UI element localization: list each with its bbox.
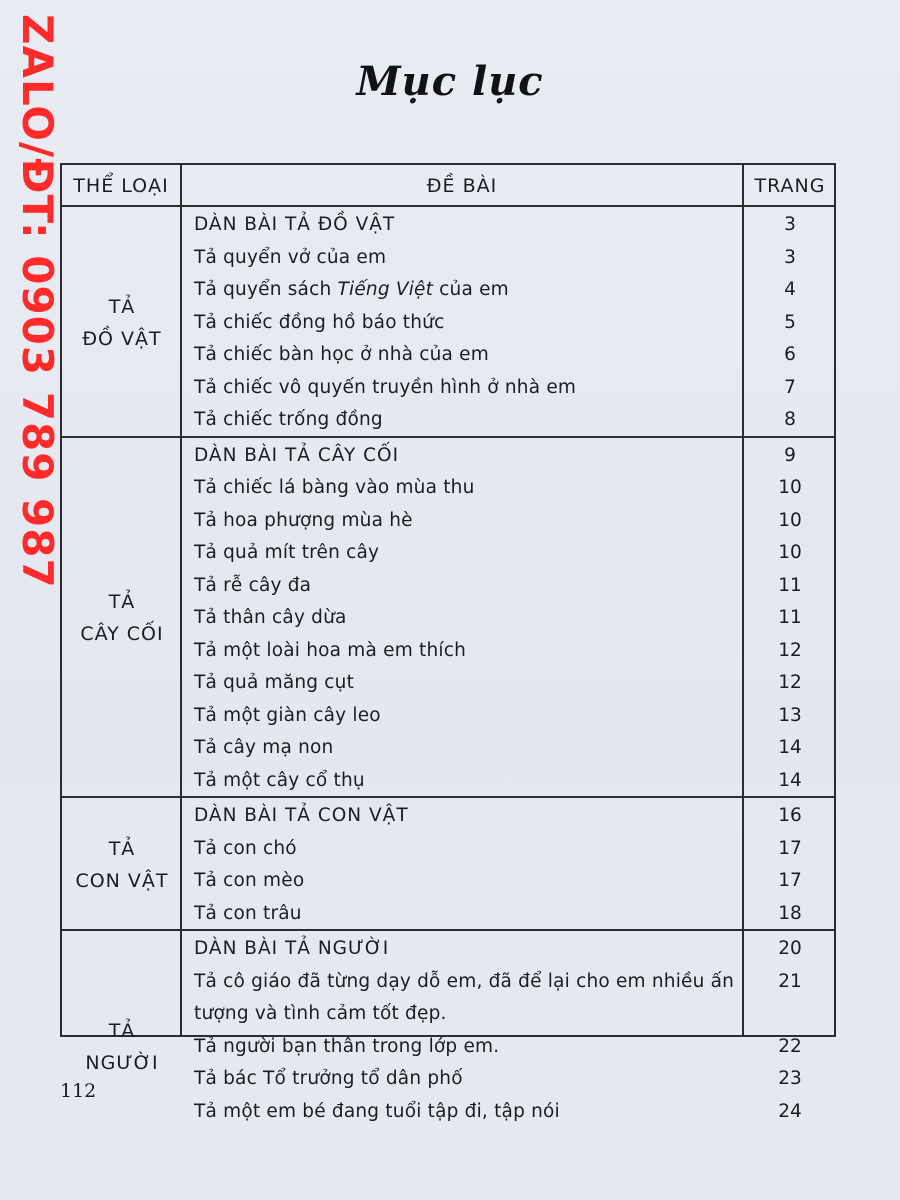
page-ref: 12 <box>778 639 802 661</box>
topic-title: tượng và tình cảm tốt đẹp. <box>194 1003 447 1024</box>
header-category: THỂ LOẠI <box>73 175 169 197</box>
toc-row[interactable] <box>62 800 834 832</box>
page-ref: 24 <box>778 1100 802 1122</box>
header-topic: ĐỀ BÀI <box>426 175 498 197</box>
topic-title: Tả chiếc lá bàng vào mùa thu <box>194 477 475 498</box>
topic-title: Tả một loài hoa mà em thích <box>194 639 467 661</box>
toc-row[interactable] <box>62 700 834 732</box>
page-ref: 14 <box>778 769 802 791</box>
page-ref: 5 <box>784 311 796 333</box>
topic-title: Tả thân cây dừa <box>194 607 347 628</box>
category-label-line: TẢ <box>108 295 136 318</box>
category-label-line: CON VẬT <box>75 870 169 892</box>
page-ref: 17 <box>778 837 802 859</box>
topic-title: Tả con chó <box>194 837 297 859</box>
topic-title: Tả con mèo <box>194 870 305 891</box>
page-ref: 8 <box>784 409 796 430</box>
page-ref: 6 <box>784 344 796 365</box>
category-label-line: TẢ <box>108 838 136 860</box>
topic-title: Tả bác Tổ trưởng tổ dân phố <box>194 1068 463 1089</box>
toc-row[interactable] <box>62 440 834 472</box>
page-ref: 3 <box>784 214 796 235</box>
toc-row[interactable] <box>62 1096 834 1128</box>
section-divider <box>62 929 834 931</box>
category-label-line: CÂY CỐI <box>80 623 164 646</box>
page-ref: 4 <box>784 279 796 300</box>
category-label <box>62 833 182 897</box>
page-ref: 12 <box>778 672 802 693</box>
page-ref: 18 <box>778 902 802 924</box>
page-ref: 10 <box>778 477 802 498</box>
topic-title: Tả con trâu <box>194 902 302 924</box>
page-number: 112 <box>60 1080 97 1102</box>
topic-title: Tả chiếc đồng hồ báo thức <box>194 311 445 333</box>
topic-title: Tả cây mạ non <box>194 737 334 758</box>
page-ref: 7 <box>784 376 796 398</box>
topic-title: Tả một giàn cây leo <box>194 704 381 726</box>
page-ref: 9 <box>784 444 796 466</box>
section-outline-heading: DÀN BÀI TẢ CÂY CỐI <box>194 444 400 466</box>
toc-row[interactable] <box>62 966 834 998</box>
toc-row[interactable] <box>62 209 834 241</box>
page-ref: 20 <box>778 938 802 959</box>
page-title: Mục lục <box>356 58 544 105</box>
category-label-line: ĐỒ VẬT <box>82 327 162 350</box>
page-ref: 10 <box>778 542 802 563</box>
category-label-line: NGƯỜI <box>85 1051 159 1074</box>
toc-row[interactable] <box>62 505 834 537</box>
category-label-line: TẢ <box>108 1019 136 1042</box>
topic-title: Tả hoa phượng mùa hè <box>194 509 413 531</box>
section-outline-heading: DÀN BÀI TẢ NGƯỜI <box>194 938 390 959</box>
topic-title: Tả một em bé đang tuổi tập đi, tập nói <box>194 1100 560 1122</box>
section-divider <box>62 436 834 438</box>
section-divider <box>62 796 834 798</box>
page-ref: 10 <box>778 509 802 531</box>
page-ref: 11 <box>778 574 802 596</box>
toc-row[interactable] <box>62 404 834 436</box>
page-ref: 14 <box>778 737 802 758</box>
toc-row[interactable] <box>62 765 834 797</box>
topic-title: Tả quả mít trên cây <box>194 542 380 563</box>
toc-row[interactable] <box>62 732 834 764</box>
topic-title: Tả chiếc trống đồng <box>194 409 383 430</box>
toc-row[interactable] <box>62 537 834 569</box>
section-outline-heading: DÀN BÀI TẢ ĐỒ VẬT <box>194 214 396 235</box>
page-ref: 17 <box>778 870 802 891</box>
page-ref: 13 <box>778 704 802 726</box>
page-ref: 3 <box>784 246 796 268</box>
watermark-text: ZALO/ĐT: 0903 789 987 <box>13 14 62 589</box>
topic-title-part: Tả quyển sách <box>194 279 338 300</box>
toc-row[interactable] <box>62 667 834 699</box>
page-ref: 22 <box>778 1035 802 1057</box>
topic-title: Tả một cây cổ thụ <box>194 769 365 791</box>
page-ref: 11 <box>778 607 802 628</box>
category-label-line: TẢ <box>108 591 136 614</box>
toc-row[interactable] <box>62 898 834 930</box>
page-ref: 16 <box>778 805 802 826</box>
category-label <box>62 1015 182 1079</box>
page-ref: 23 <box>778 1068 802 1089</box>
category-label <box>62 291 182 355</box>
topic-title: Tả người bạn thân trong lớp em. <box>194 1035 500 1057</box>
topic-title: Tả chiếc vô quyến truyền hình ở nhà em <box>194 376 577 398</box>
topic-title: Tả rễ cây đa <box>194 574 312 596</box>
topic-title: Tả quyển vở của em <box>194 246 387 268</box>
toc-row[interactable] <box>62 242 834 274</box>
topic-title-italic: Tiếng Việt <box>337 279 434 300</box>
toc-row[interactable] <box>62 472 834 504</box>
header-page: TRANG <box>754 175 826 197</box>
section-outline-heading: DÀN BÀI TẢ CON VẬT <box>194 805 409 826</box>
topic-title: Tả cô giáo đã từng dạy dỗ em, đã để lại cho em nhiều ấn <box>194 970 735 992</box>
topic-title: Tả quả măng cụt <box>194 672 355 693</box>
topic-title <box>194 274 509 306</box>
topic-title: Tả chiếc bàn học ở nhà của em <box>194 344 489 365</box>
page-ref: 21 <box>778 970 802 992</box>
topic-title-part: của em <box>433 279 509 300</box>
toc-row[interactable] <box>62 933 834 965</box>
toc-row[interactable] <box>62 372 834 404</box>
category-label <box>62 586 182 650</box>
